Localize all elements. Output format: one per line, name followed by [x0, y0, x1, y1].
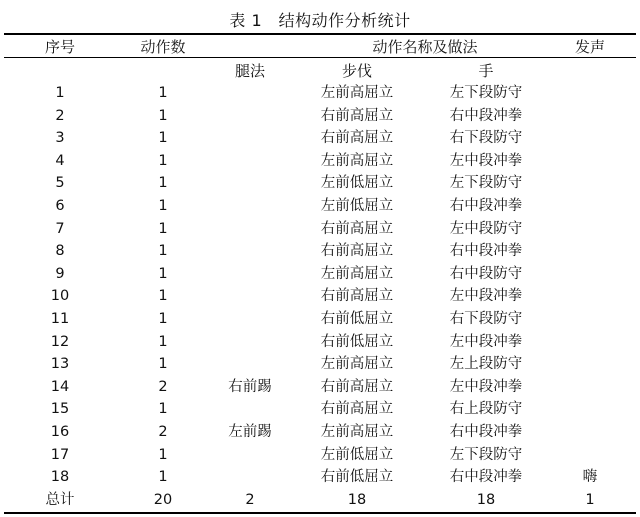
- cell-leg: 左前踢: [228, 424, 272, 440]
- total-sound: 1: [585, 491, 595, 508]
- header-action-group: 动作名称及做法: [372, 38, 478, 56]
- header-rule: [4, 57, 636, 58]
- cell-step: 左前低屈立: [320, 175, 394, 192]
- cell-hand: 左中段冲拳: [449, 378, 523, 395]
- cell-hand: 右下段防守: [449, 311, 523, 327]
- header-count: 动作数: [140, 38, 186, 56]
- cell-step: 右前低屈立: [320, 469, 394, 486]
- cell-step: 左前低屈立: [320, 198, 394, 214]
- cell-leg: 右前踢: [228, 378, 272, 395]
- cell-count: 1: [158, 311, 168, 327]
- cell-seq: 2: [55, 107, 65, 124]
- cell-hand: 右下段防守: [449, 130, 523, 147]
- cell-step: 右前低屈立: [320, 311, 394, 327]
- cell-step: 右前高屈立: [320, 401, 394, 418]
- cell-seq: 3: [55, 130, 65, 147]
- cell-seq: 11: [50, 311, 70, 327]
- cell-step: 右前高屈立: [320, 130, 394, 147]
- cell-count: 1: [158, 198, 168, 214]
- cell-hand: 左下段防守: [449, 85, 523, 101]
- cell-count: 2: [158, 424, 168, 440]
- cell-seq: 12: [50, 333, 70, 350]
- cell-hand: 右中段防守: [449, 265, 523, 282]
- cell-count: 1: [158, 130, 168, 147]
- cell-step: 左前高屈立: [320, 356, 394, 373]
- cell-hand: 右上段防守: [449, 401, 523, 418]
- cell-seq: 14: [50, 378, 70, 395]
- cell-step: 右前高屈立: [320, 243, 394, 260]
- cell-seq: 10: [50, 288, 70, 305]
- cell-step: 左前高屈立: [320, 152, 394, 169]
- cell-hand: 右中段冲拳: [449, 243, 523, 260]
- cell-step: 右前低屈立: [320, 333, 394, 350]
- cell-hand: 左上段防守: [449, 356, 523, 373]
- cell-step: 右前高屈立: [320, 107, 394, 124]
- header-hand: 手: [478, 62, 494, 80]
- cell-count: 1: [158, 401, 168, 418]
- cell-count: 1: [158, 175, 168, 192]
- cell-step: 右前高屈立: [320, 378, 394, 395]
- cell-seq: 8: [55, 243, 65, 260]
- cell-hand: 右中段冲拳: [449, 424, 523, 440]
- cell-count: 1: [158, 152, 168, 169]
- cell-step: 左前高屈立: [320, 85, 394, 101]
- cell-hand: 右中段冲拳: [449, 107, 523, 124]
- total-step: 18: [347, 491, 367, 508]
- table-caption: 表 1 结构动作分析统计: [229, 11, 411, 30]
- cell-hand: 右中段冲拳: [449, 469, 523, 486]
- cell-step: 左前高屈立: [320, 265, 394, 282]
- cell-seq: 9: [55, 265, 65, 282]
- cell-seq: 1: [55, 85, 65, 101]
- cell-count: 1: [158, 469, 168, 486]
- total-hand: 18: [476, 491, 496, 508]
- cell-step: 左前高屈立: [320, 424, 394, 440]
- cell-hand: 左中段防守: [449, 220, 523, 237]
- header-seq: 序号: [44, 38, 76, 56]
- top-rule: [4, 33, 636, 35]
- cell-hand: 左中段冲拳: [449, 333, 523, 350]
- cell-step: 左前低屈立: [320, 446, 394, 463]
- cell-count: 1: [158, 265, 168, 282]
- cell-count: 2: [158, 378, 168, 395]
- cell-count: 1: [158, 288, 168, 305]
- cell-count: 1: [158, 333, 168, 350]
- header-leg: 腿法: [234, 62, 266, 80]
- cell-count: 1: [158, 356, 168, 373]
- cell-seq: 16: [50, 424, 70, 440]
- cell-seq: 6: [55, 198, 65, 214]
- total-leg: 2: [245, 491, 255, 508]
- cell-hand: 左下段防守: [449, 175, 523, 192]
- cell-count: 1: [158, 107, 168, 124]
- cell-count: 1: [158, 220, 168, 237]
- cell-hand: 右中段冲拳: [449, 198, 523, 214]
- cell-count: 1: [158, 85, 168, 101]
- header-step: 步伐: [341, 62, 373, 80]
- cell-hand: 左中段冲拳: [449, 288, 523, 305]
- cell-seq: 13: [50, 356, 70, 373]
- cell-seq: 5: [55, 175, 65, 192]
- cell-hand: 左中段冲拳: [449, 152, 523, 169]
- cell-count: 1: [158, 446, 168, 463]
- total-count: 20: [153, 491, 173, 508]
- cell-seq: 7: [55, 220, 65, 237]
- bottom-rule: [4, 512, 636, 514]
- cell-count: 1: [158, 243, 168, 260]
- cell-step: 右前高屈立: [320, 220, 394, 237]
- cell-seq: 18: [50, 469, 70, 486]
- cell-seq: 17: [50, 446, 70, 463]
- cell-hand: 左下段防守: [449, 446, 523, 463]
- header-sound: 发声: [574, 38, 606, 56]
- cell-sound: 嗨: [582, 469, 598, 486]
- cell-seq: 4: [55, 152, 65, 169]
- total-seq: 总计: [45, 491, 75, 508]
- cell-seq: 15: [50, 401, 70, 418]
- cell-step: 右前高屈立: [320, 288, 394, 305]
